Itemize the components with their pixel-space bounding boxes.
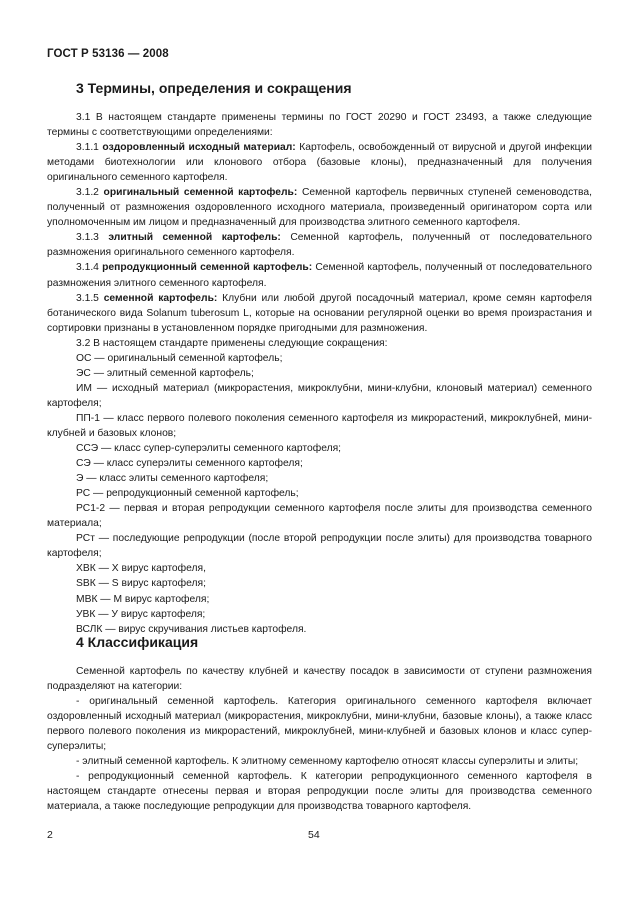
section-3-body (47, 110, 592, 637)
abbr-item: ПП-1 — класс первого полевого поколения семенного картофеля из микрорастений, микроклубней, мини-клубней и базовых клонов; (47, 412, 592, 439)
abbr-item: РС1-2 — первая и вторая репродукции семенного картофеля после элиты для производства семенного материала; (47, 503, 592, 530)
classification-paragraph: Семенной картофель по качеству клубней и качеству посадок в зависимости от ступени размножения подразделяют на категории: (47, 666, 592, 693)
abbr-item: УВК — У вирус картофеля; (76, 608, 206, 620)
abbr-item: ИМ — исходный материал (микрорастения, микроклубни, мини-клубни, клоновый материал) семенного картофеля; (47, 382, 592, 409)
classification-paragraph: - репродукционный семенной картофель. К категории репродукционного семенного картофеля в настоящем стандарте отнесены первая и вторая репродукции после элиты для производства семенного материала, а также последующие репродукции для производства товарного картофеля. (47, 771, 592, 813)
abbr-item: SВК — S вирус картофеля; (76, 578, 206, 590)
term-3-1-3: 3.1.3 элитный семенной картофель: Семенной картофель, полученный от последовательного размножения оригинального семенного картофеля. (47, 232, 592, 259)
section-4-title: 4 Классификация (76, 634, 199, 650)
abbr-item: РСт — последующие репродукции (после второй репродукции после элиты) для производства товарного картофеля; (47, 533, 592, 560)
term-3-1-1: 3.1.1 оздоровленный исходный материал: Картофель, освобожденный от вирусной и другой инфекции методами биотехнологии или клонового отбора (базовые клоны), предназначенный для получения оригинального семенного картофеля. (47, 142, 592, 184)
section-4-body (47, 664, 592, 814)
abbr-item: ОС — оригинальный семенной картофель; (76, 352, 283, 364)
abbr-item: ССЭ — класс супер-суперэлиты семенного картофеля; (76, 443, 342, 455)
abbr-intro: 3.2 В настоящем стандарте применены следующие сокращения: (76, 337, 388, 349)
abbr-item: РС — репродукционный семенной картофель; (76, 488, 299, 500)
term-3-1-5: 3.1.5 семенной картофель: Клубни или любой другой посадочный материал, кроме семян картофеля ботанического вида Solanum tuberosum L, которые на основании регулярной оценки во время произрастания и сортировки признаны в установленном порядке пригодными для размножения. (47, 292, 592, 334)
term-3-1-4: 3.1.4 репродукционный семенной картофель: Семенной картофель, полученный от последовательного размножения элитного семенного картофеля. (47, 262, 592, 289)
abbr-item: ЭС — элитный семенной картофель; (76, 367, 254, 379)
abbr-item: ВСЛК — вирус скручивания листьев картофеля. (76, 623, 307, 635)
abbr-item: Э — класс элиты семенного картофеля; (76, 473, 269, 485)
abbr-item: СЭ — класс суперэлиты семенного картофеля; (76, 458, 303, 470)
abbr-item: ХВК — Х вирус картофеля, (76, 563, 206, 575)
page-number-left: 2 (47, 829, 53, 841)
section-3-title: 3 Термины, определения и сокращения (76, 80, 352, 96)
page-number-center: 54 (308, 829, 320, 841)
abbr-item: МВК — М вирус картофеля; (76, 593, 210, 605)
document-header: ГОСТ Р 53136 — 2008 (47, 48, 169, 60)
term-3-1-2: 3.1.2 оригинальный семенной картофель: Семенной картофель первичных ступеней семеноводства, полученный от размножения оздоровленного исходного материала, произведенный оригинатором сорта или уполномоченным им лицом и предназначенный для производства элитного семенного картофеля. (47, 187, 592, 229)
classification-paragraph: - элитный семенной картофель. К элитному семенному картофелю относят классы суперэлиты и элиты; (76, 756, 579, 768)
section-3-intro: 3.1 В настоящем стандарте применены термины по ГОСТ 20290 и ГОСТ 23493, а также следующие термины с соответствующими определениями: (47, 112, 592, 139)
classification-paragraph: - оригинальный семенной картофель. Категория оригинального семенного картофеля включает оздоровленный исходный материал (микрорастения, микроклубни, мини-клубни, базовые клоны), а также класс первого полевого поколения из микрорастений, микроклубней, мини-клубней и базовых клонов и класс супер-суперэлиты; (47, 696, 592, 753)
